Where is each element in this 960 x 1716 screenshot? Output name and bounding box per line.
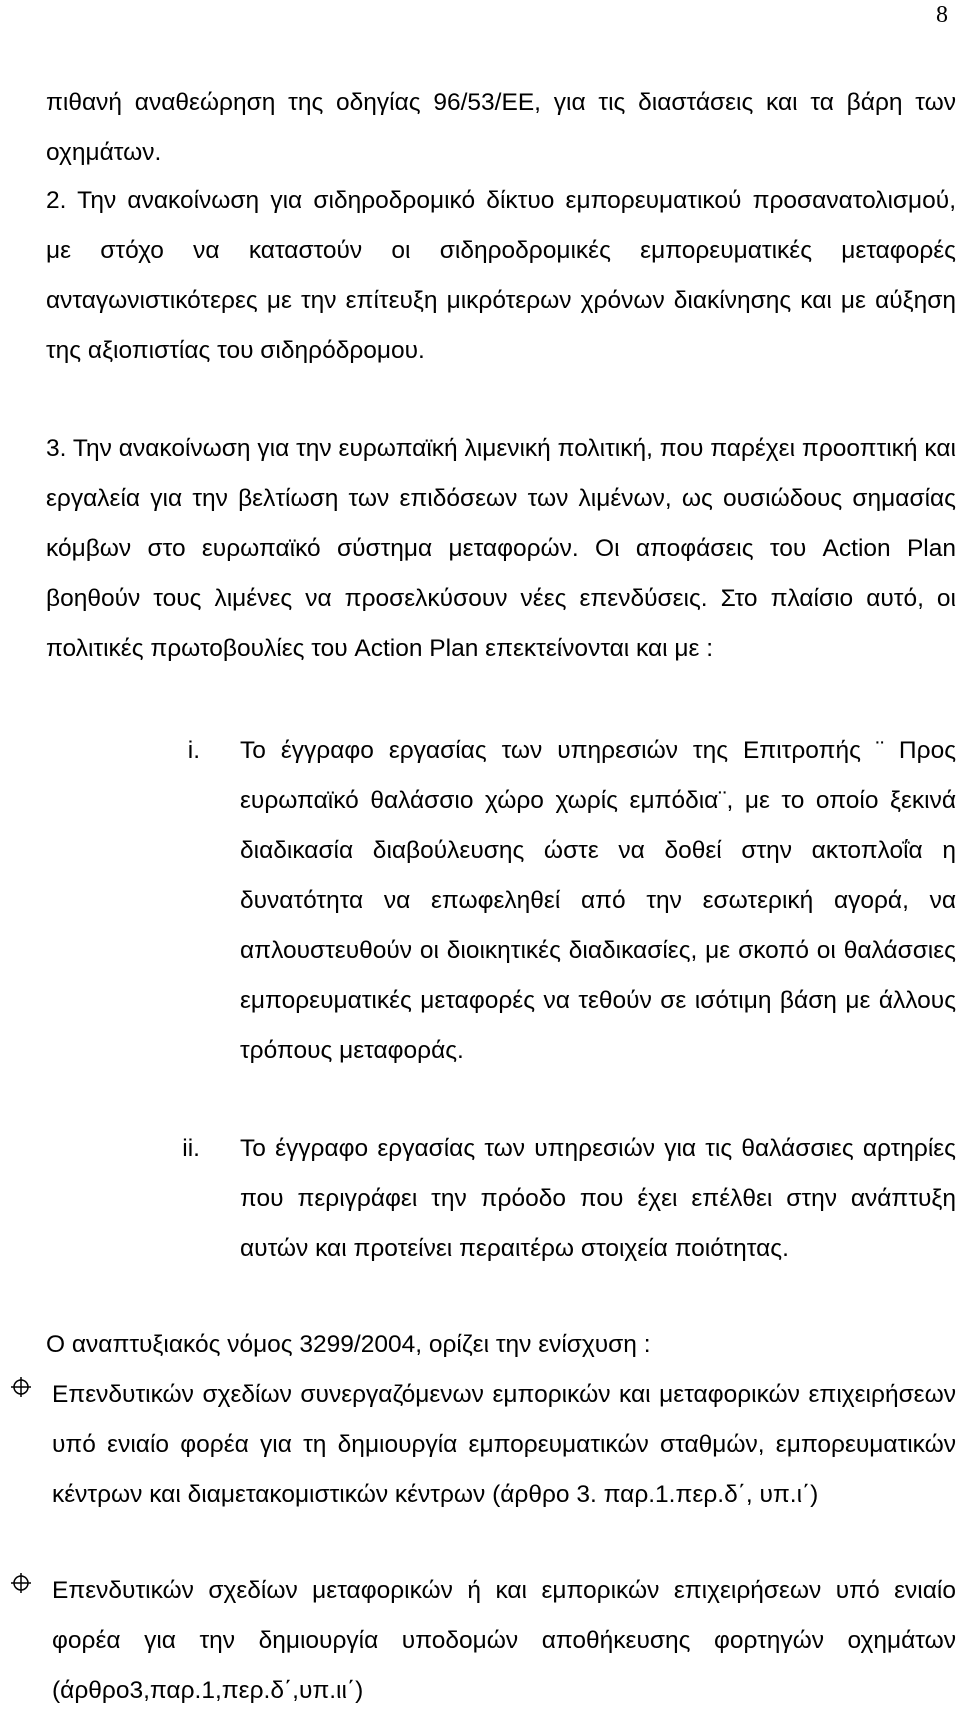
roman-item-label: ii.: [182, 1135, 200, 1162]
bullet-item-text: Επενδυτικών σχεδίων μεταφορικών ή και εμπορικών επιχειρήσεων υπό ενιαίο φορέα για την δημιουργία υποδομών αποθήκευσης φορτηγών οχημάτων (άρθρο3,παρ.1,περ.δ΄,υπ.ιι΄): [52, 1577, 956, 1704]
roman-item-text: Το έγγραφο εργασίας των υπηρεσιών για τις θαλάσσιες αρτηρίες που περιγράφει την πρόοδο που έχει επέλθει στην ανάπτυξη αυτών και προτείνει περαιτέρω στοιχεία ποιότητας.: [240, 1135, 956, 1262]
numbered-item-2: 2. Την ανακοίνωση για σιδηροδρομικό δίκτυο εμπορευματικού προσανατολισμού, με στόχο να καταστούν οι σιδηροδρομικές εμπορευματικές μεταφορές ανταγωνιστικότερες με την επίτευξη μικρότερων χρόνων διακίνησης και με αύξηση της αξιοπιστίας του σιδηρόδρομου.: [46, 187, 956, 364]
law-intro: Ο αναπτυξιακός νόμος 3299/2004, ορίζει την ενίσχυση :: [46, 1331, 651, 1358]
bullet-item-text: Επενδυτικών σχεδίων συνεργαζόμενων εμπορικών και μεταφορικών επιχειρήσεων υπό ενιαίο φορέα για τη δημιουργία εμπορευματικών σταθμών, εμπορευματικών κέντρων και διαμετακομιστικών κέντρων (άρθρο 3. παρ.1.περ.δ΄, υπ.ι΄): [52, 1381, 956, 1508]
numbered-item-3: 3. Την ανακοίνωση για την ευρωπαϊκή λιμενική πολιτική, που παρέχει προοπτική και εργαλεία για την βελτίωση των επιδόσεων των λιμένων, ως ουσιώδους σημασίας κόμβων στο ευρωπαϊκό σύστημα μεταφορών. Οι αποφάσεις του Action Plan βοηθούν τους λιμένες να προσελκύσουν νέες επενδύσεις. Στο πλαίσιο αυτό, οι πολιτικές πρωτοβουλίες του Action Plan επεκτείνονται και με :: [46, 435, 956, 662]
intro-paragraph: πιθανή αναθεώρηση της οδηγίας 96/53/ΕΕ, για τις διαστάσεις και τα βάρη των οχημάτων.: [46, 89, 956, 166]
page-number: 8: [936, 2, 948, 28]
roman-item-text: Το έγγραφο εργασίας των υπηρεσιών της Επιτροπής ¨ Προς ευρωπαϊκό θαλάσσιο χώρο χωρίς εμπόδια¨, με το οποίο ξεκινά διαδικασία διαβούλευσης ώστε να δοθεί στην ακτοπλοΐα η δυνατότητα να επωφεληθεί από την εσωτερική αγορά, να απλουστευθούν οι διοικητικές διαδικασίες, με σκοπό οι θαλάσσιες εμπορευματικές μεταφορές να τεθούν σε ισότιμη βάση με άλλους τρόπους μεταφοράς.: [240, 737, 956, 1064]
crosshair-bullet-icon: [10, 1376, 32, 1398]
crosshair-bullet-icon: [10, 1572, 32, 1594]
roman-item-label: i.: [187, 737, 200, 764]
